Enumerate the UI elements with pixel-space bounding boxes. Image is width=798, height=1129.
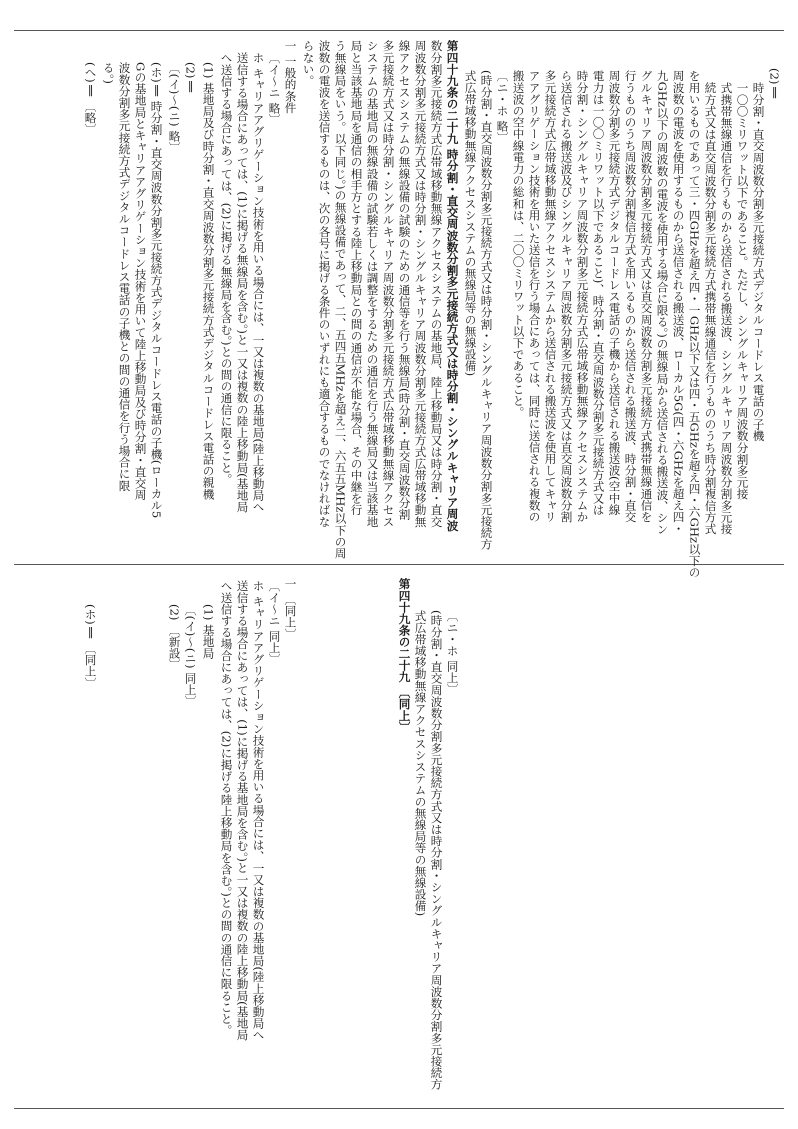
revised-text-column: 線アクセスシステムの無線設備の試験のための通信等を行う無線局(時分割・直交周波数分割 <box>397 40 412 521</box>
revised-text-column: (ホ)‖ 時分割・直交周波数分割多元接続方式デジタルコードレス電話の子機(ローカル5 <box>149 62 164 519</box>
current-text-column: (時分割・直交周波数分割多元接続方式又は時分割・シングルキャリア周波数分割多元接続方 <box>429 610 444 1091</box>
current-text-column: 〔ニ・ホ 同上〕 <box>445 610 460 695</box>
revised-text-column: へ送信する場合にあっては、(2)に掲げる無線局を含む。)との間の通信に限ること。 <box>219 52 234 485</box>
current-text-column: 式広帯域移動無線アクセスシステムの無線局等の無線設備) <box>413 610 428 917</box>
current-text-column: へ送信する場合にあっては、(2)に掲げる陸上移動局を含む。)との間の通信に限ること。 <box>219 580 234 1036</box>
current-text-column: 送信する場合にあっては、(1)に掲げる基地局を含む。)と一又は複数の陸上移動局(基地局 <box>235 580 250 1041</box>
revised-text-column: らない。 <box>301 40 316 87</box>
revised-text-column: システムの基地局の無線設備の試験若しくは調整をするための通信を行う無線局又は当該基地 <box>365 40 380 528</box>
revised-text-column: 周波数の電波を使用するものから送信される搬送波、ローカル5G(四・六GHzを超え四・ <box>671 70 686 535</box>
current-text-column: (ホ)‖ 〔同上〕 <box>83 604 98 689</box>
revised-text-column: 〔ニ・ホ 略〕 <box>495 70 510 144</box>
revised-text-column: 第四十九条の二十九 時分割・直交周波数分割多元接続方式又は時分割・シングルキャリア周波 <box>445 40 460 532</box>
revised-text-column: 波数の電波を送信するものは、次の各号に掲げる条件のいずれにも適合するものでなければな <box>317 40 332 528</box>
revised-text-column: 続方式又は直交周波数分割多元接続方式携帯無線通信を行うもののうち時分割複信方式 <box>703 82 718 535</box>
revised-text-column: 式携帯無線通信を行うものから送信される搬送波、シングルキャリア周波数分割多元接 <box>719 82 734 535</box>
revised-text-column: (2)‖ <box>767 68 782 99</box>
current-text-column: ホ キャリアアグリゲーション技術を用いる場合には、一又は複数の基地局(陸上移動局へ <box>251 580 266 1041</box>
revised-text-column: 一 一般的条件 <box>283 40 298 114</box>
revised-text-column: アアグリゲーション技術を用いた送信を行う場合にあっては、同時に送信される複数の <box>527 70 542 523</box>
revised-text-column: 周波数分割多元接続方式又は時分割・シングルキャリア周波数分割多元接続方式広帯域移動無 <box>413 40 428 528</box>
revised-text-column: 搬送波の空中線電力の総和は、二〇〇ミリワット以下であること。 <box>511 70 526 418</box>
revised-text-column: 一〇〇ミリワット以下であること。ただし、シングルキャリア周波数分割多元接 <box>735 82 750 500</box>
revised-text-column: ホ キャリアアグリゲーション技術を用いる場合には、一又は複数の基地局(陸上移動局へ <box>251 52 266 513</box>
revised-text-column: (1) 基地局及び時分割・直交周波数分割多元接続方式デジタルコードレス電話の親機 <box>201 62 216 500</box>
revised-text-column: 周波数分割多元接続方式デジタルコードレス電話の子機から送信される搬送波(空中線 <box>607 70 622 516</box>
revised-text-column: 時分割・シングルキャリア周波数分割多元接続方式広帯域移動無線アクセスシステムか <box>575 70 590 523</box>
revised-text-column: 電力は一〇〇ミリワット以下であること)、時分割・直交周波数分割多元接続方式又は <box>591 70 606 516</box>
revised-text-column: る。) <box>101 62 116 84</box>
current-text-column: 第四十九条の二十九 〔同上〕 <box>397 578 412 733</box>
current-text-column: 〔イ〜ニ 同上〕 <box>267 580 282 665</box>
revised-text-column: 〔(イ)〜(ニ) 略〕 <box>167 62 182 154</box>
revised-text-column: グルキャリア周波数分割多元接続方式又は直交周波数分割多元接続方式携帯無線通信を <box>639 70 654 523</box>
revised-text-column: Gの基地局とキャリアアグリゲーション技術を用いて陸上移動局及び時分割・直交周 <box>133 62 148 501</box>
revised-text-column: 多元接続方式広帯域移動無線アクセスシステムから送信される搬送波を使用してキャリ <box>543 70 558 523</box>
revised-text-column: 数分割多元接続方式広帯域移動無線アクセスシステムの基地局、陸上移動局又は時分割・直交 <box>429 40 444 528</box>
revised-text-column: 波数分割多元接続方式デジタルコードレス電話の子機との間の通信を行う場合に限 <box>117 62 132 492</box>
revised-text-column: 時分割・直交周波数分割多元接続方式デジタルコードレス電話の子機 <box>751 82 766 442</box>
revised-text-column: 九GHz以下の周波数の電波を使用する場合に限る。)の無線局から送信される搬送波、シン <box>655 70 670 536</box>
revised-text-column: 多元接続方式又は時分割・シングルキャリア周波数分割多元接続方式広帯域移動無線アクセス <box>381 40 396 528</box>
revised-text-column: (2)‖ <box>183 62 198 93</box>
current-text-column: (2) 〔新設〕 <box>167 604 182 671</box>
revised-text-column: 式広帯域移動無線アクセスシステムの無線局等の無線設備) <box>463 70 478 377</box>
revised-text-column: 送信する場合にあっては、(1)に掲げる無線局を含む。)と一又は複数の陸上移動局(基地局 <box>235 52 250 513</box>
revised-text-column: を用いるものであって三・四GHzを超え四・一GHz以下又は四・五GHzを超え四・六GHz以下の <box>687 70 702 578</box>
revised-text-column: ら送信される搬送波及びシングルキャリア周波数分割多元接続方式又は直交周波数分割 <box>559 70 574 523</box>
revised-text-column: 局と当該基地局を通信の相手方とする陸上移動局との間の通信が不能な場合、その中継を行 <box>349 40 364 516</box>
revised-text-column: (時分割・直交周波数分割多元接続方式又は時分割・シングルキャリア周波数分割多元接続方 <box>479 70 494 551</box>
revised-text-column: (へ)‖ 〔略〕 <box>83 62 98 136</box>
revised-text-column: う無線局をいう。以下同じ。)の無線設備であって、二、五四五MHzを超え二、六五五MHz以下の周 <box>333 40 348 559</box>
revised-text-column: 行うもののうち周波数分割複信方式を用いるものから送信される搬送波、時分割・直交 <box>623 70 638 523</box>
current-text-column: 〔(イ)〜(ニ) 同上〕 <box>183 604 198 707</box>
current-text-column: 一 〔同上〕 <box>283 578 298 640</box>
current-text-column: (1) 基地局 <box>201 604 216 659</box>
revised-text-column: 〔イ〜ニ 略〕 <box>267 52 282 126</box>
